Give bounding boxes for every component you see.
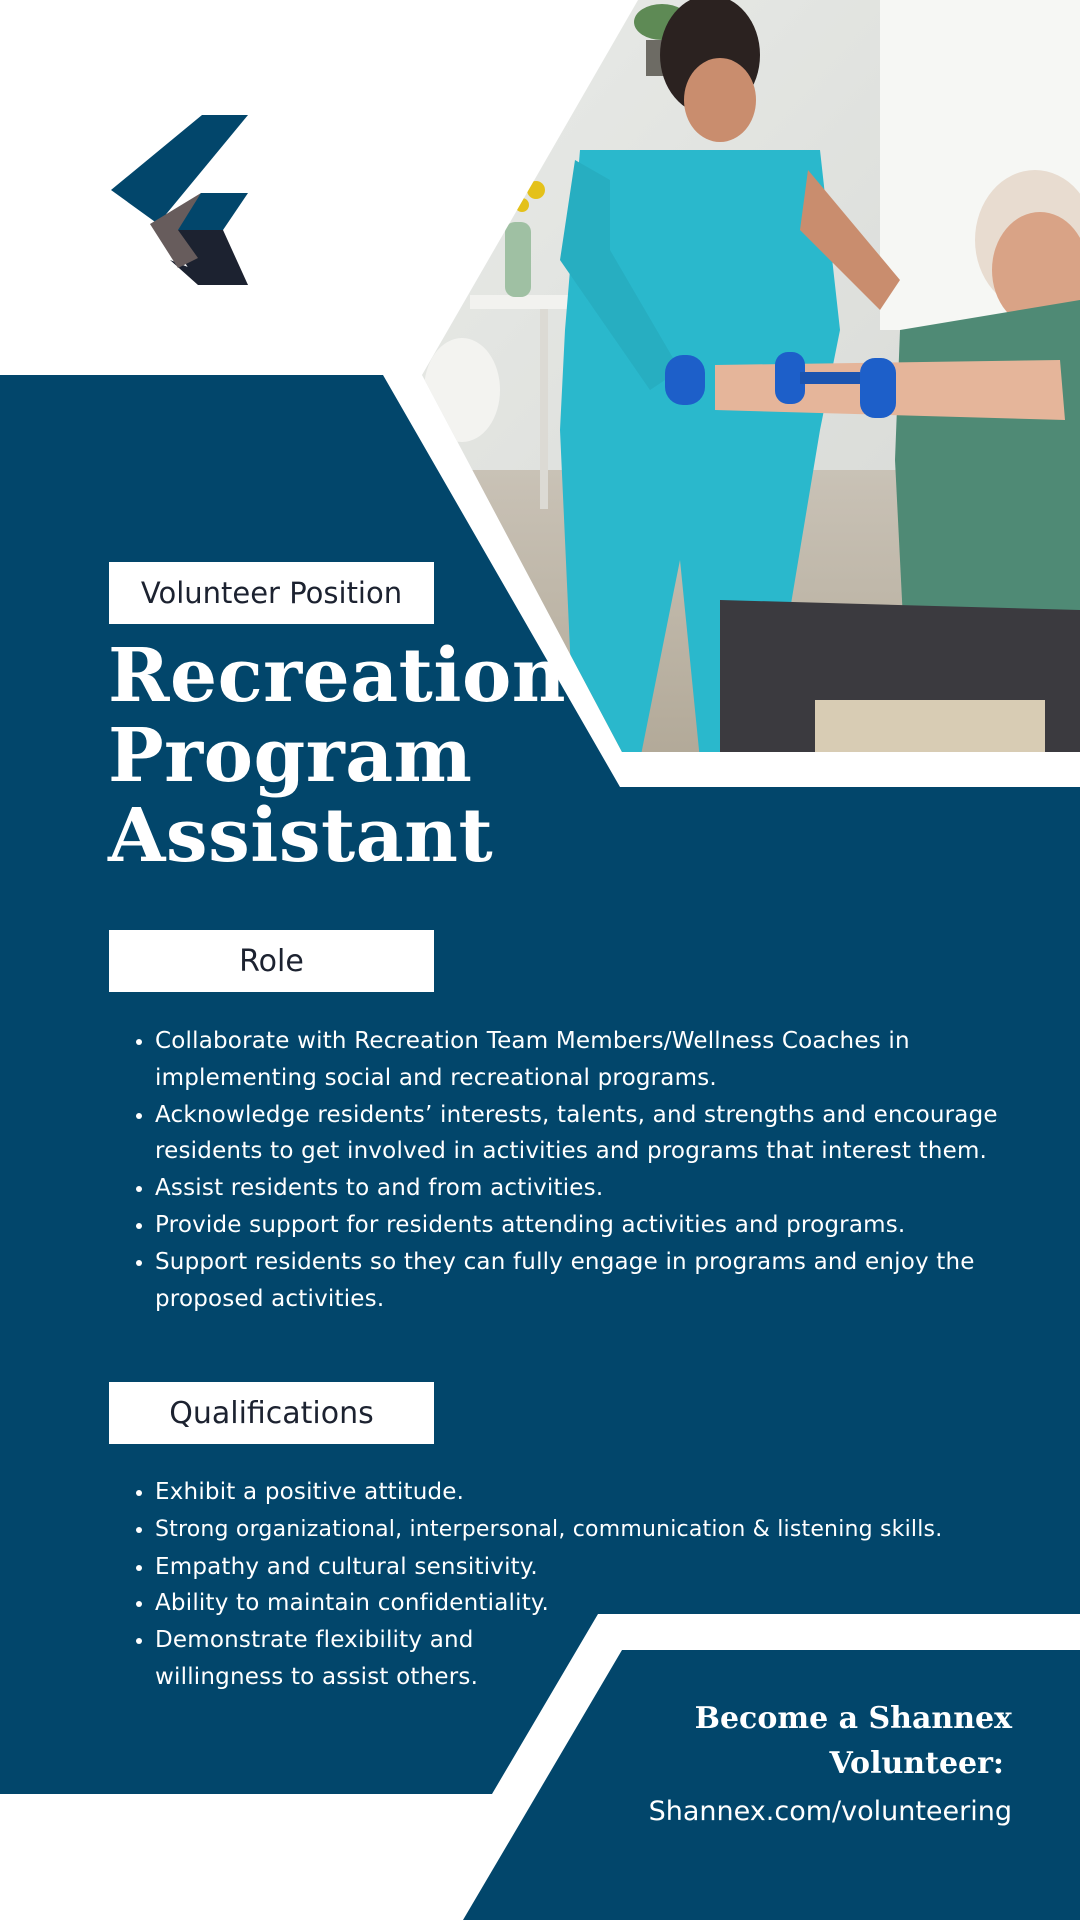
cta-line: Volunteer: [829,1746,1004,1781]
list-item: • Collaborate with Recreation Team Members/Wellness Coaches in implementing social and recreational programs. [155,1023,975,1097]
list-item: • Acknowledge residents’ interests, talents, and strengths and encourage residents to get involved in activities and programs that interest them. [155,1097,1005,1171]
role-heading: Role [109,930,434,992]
position-label: Volunteer Position [109,562,434,624]
chevron-logo-icon [111,115,248,285]
cta-line: Become a Shannex [694,1701,1012,1736]
list-item: • Demonstrate flexibility and willingness to assist others. [155,1622,515,1696]
title-line: Program [108,713,473,799]
list-item: • Provide support for residents attending activities and programs. [155,1207,1055,1244]
cta-heading [592,1696,1012,1786]
list-item: • Support residents so they can fully engage in programs and enjoy the proposed activities. [155,1244,975,1318]
list-item: • Empathy and cultural sensitivity. [155,1549,1080,1586]
cta-link[interactable]: Shannex.com/volunteering [648,1796,1012,1827]
list-item: • Ability to maintain confidentiality. [155,1585,1080,1622]
list-item: • Exhibit a positive attitude. [155,1474,1080,1511]
title-line: Assistant [108,793,494,879]
list-item: • Assist residents to and from activities. [155,1170,1055,1207]
role-list [111,1023,1055,1317]
list-item: • Strong organizational, interpersonal, communication & listening skills. [155,1511,1080,1549]
qualifications-heading: Qualifications [109,1382,434,1444]
page-title [108,633,567,879]
qualifications-list [111,1474,1080,1696]
title-line: Recreation [108,633,567,719]
